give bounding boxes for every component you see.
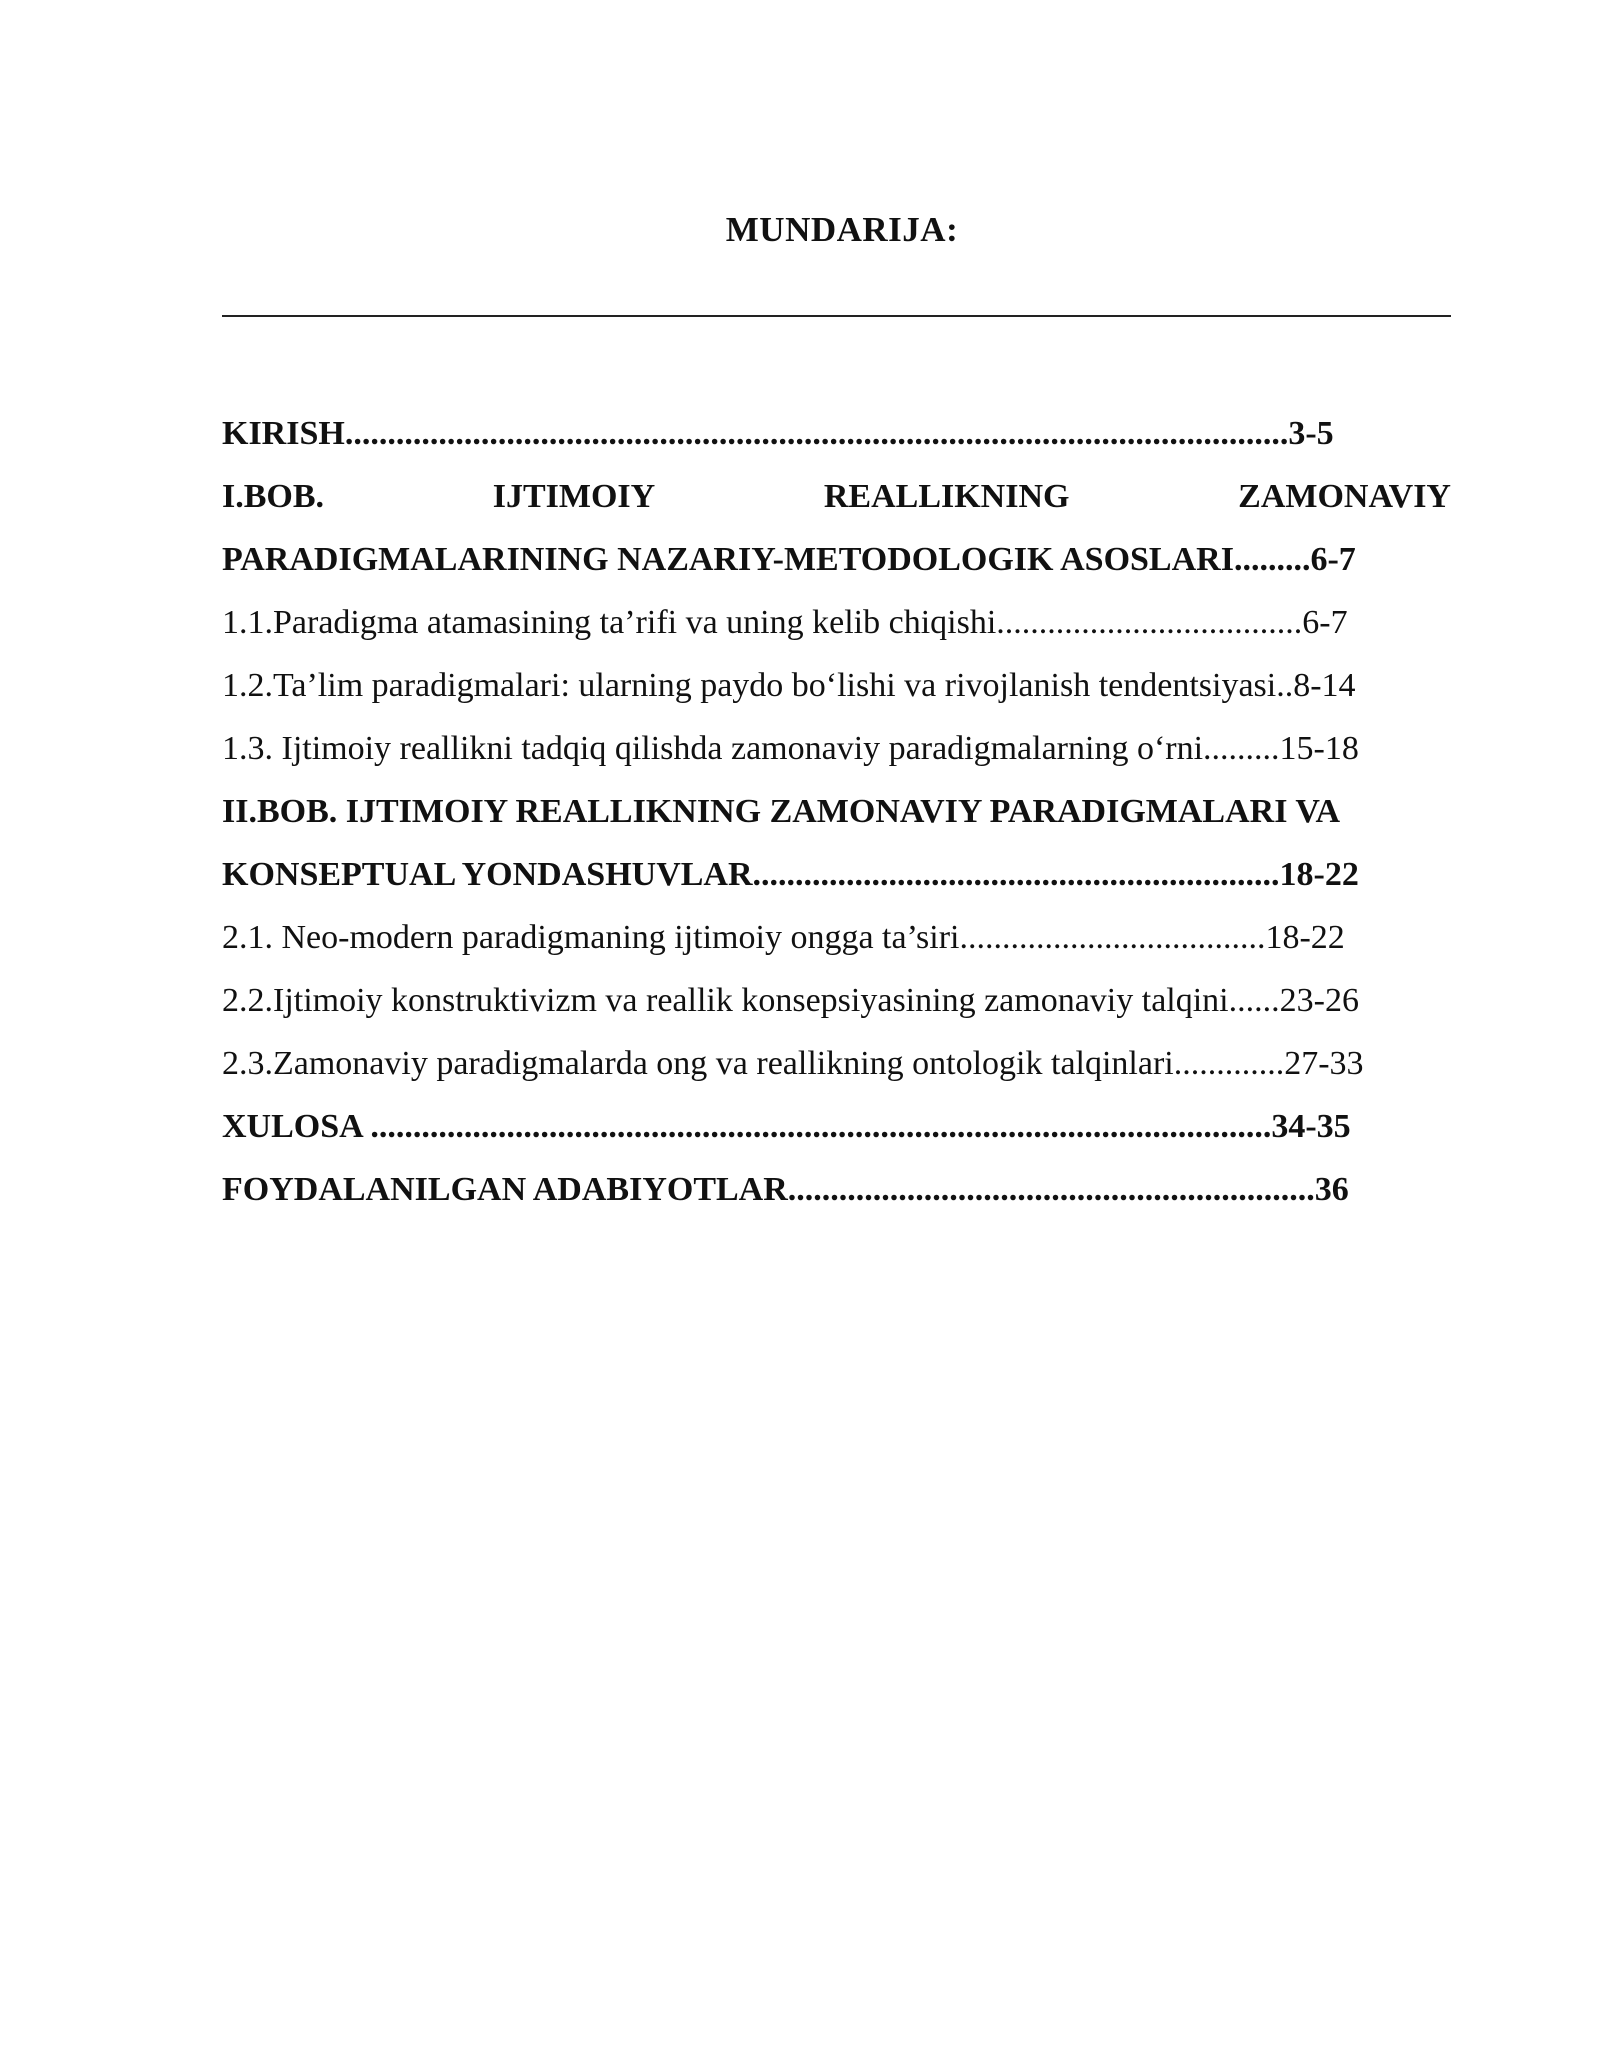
toc-entry-chapter-1-line-2: PARADIGMALARINING NAZARIY-METODOLOGIK ASOSLARI.........6-7 [222, 541, 1356, 578]
toc-entry-chapter-1-line-1 [222, 465, 1451, 528]
toc-entry-chapter-2-line-2: KONSEPTUAL YONDASHUVLAR..............................................................18-22 [222, 856, 1359, 893]
divider-line [222, 315, 1451, 317]
toc-word: ZAMONAVIY [1238, 478, 1451, 515]
toc-entry-kirish: KIRISH...............................................................................................................3-5 [222, 415, 1334, 452]
toc-entry-xulosa: XULOSA ..........................................................................................................34-35 [222, 1108, 1351, 1145]
toc-entry-2-1: 2.1. Neo-modern paradigmaning ijtimoiy ongga ta’siri....................................18-22 [222, 919, 1345, 956]
toc-entry-chapter-2-line-1: II.BOB. IJTIMOIY REALLIKNING ZAMONAVIY PARADIGMALARI VA [222, 793, 1341, 830]
toc-word: I.BOB. [222, 478, 325, 515]
toc-entry-2-3: 2.3.Zamonaviy paradigmalarda ong va reallikning ontologik talqinlari.............27-33 [222, 1045, 1364, 1082]
toc-entry-1-3: 1.3. Ijtimoiy reallikni tadqiq qilishda zamonaviy paradigmalarning o‘rni.........15-18 [222, 730, 1359, 767]
toc-word: IJTIMOIY [492, 478, 656, 515]
toc-entry-references: FOYDALANILGAN ADABIYOTLAR..............................................................36 [222, 1171, 1349, 1208]
toc-entry-1-2: 1.2.Ta’lim paradigmalari: ularning paydo bo‘lishi va rivojlanish tendentsiyasi..8-14 [222, 667, 1356, 704]
toc-entry-2-2: 2.2.Ijtimoiy konstruktivizm va reallik konsepsiyasining zamonaviy talqini......23-26 [222, 982, 1359, 1019]
toc-word: REALLIKNING [823, 478, 1070, 515]
page-title: MUNDARIJA: [725, 210, 959, 249]
table-of-contents [222, 402, 1451, 1221]
toc-entry-1-1: 1.1.Paradigma atamasining ta’rifi va uning kelib chiqishi....................................6-7 [222, 604, 1348, 641]
